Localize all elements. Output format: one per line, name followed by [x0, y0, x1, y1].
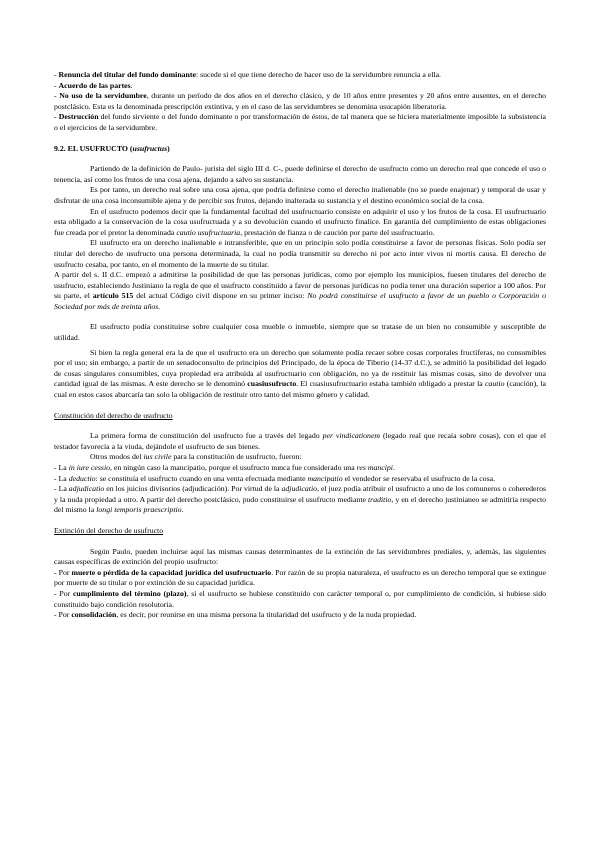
- paragraph: El usufructo era un derecho inalienable e intransferible, que en un principio solo podía constituirse a favor de personas físicas. Solo podía ser titular del derecho de usufructo una persona determinada, la cual no podía transmitir su derecho ni por acto inter vivos ni mortis causa. El derecho de usufructo cesaba, por tanto, en el momento de la muerte de su titular.: [54, 238, 546, 269]
- list-item: [54, 463, 546, 474]
- text-italic: ius civile: [143, 452, 172, 462]
- text-italic: deductio: [68, 473, 96, 483]
- paragraph: [54, 452, 546, 463]
- text-italic: cautio: [485, 379, 505, 389]
- text-italic: longi temporis praescriptio: [96, 505, 182, 515]
- item-label: Destrucción: [58, 112, 99, 122]
- text: , el juez podía atribuir el usufructo a uno de los comuneros o coherederos y la nuda propiedad a otro. A partir del derecho postclásico, pudo constituirse el usufructo mediante: [54, 484, 547, 504]
- item-text: .: [130, 80, 133, 90]
- text-bold: muerte o pérdida de la capacidad jurídica del usufructuario: [71, 567, 272, 577]
- subsection-heading: Constitución del derecho de usufructo: [54, 410, 173, 420]
- item-label: No uso de la servidumbre: [59, 91, 147, 101]
- text: . Por razón de su propia naturaleza, el usufructo es un derecho temporal que se extingue por muerte de su titular o por extinción de su capacidad jurídica.: [54, 567, 546, 588]
- text: - La: [54, 463, 69, 472]
- subsection-heading: Extinción del derecho de usufructo: [54, 525, 164, 535]
- paragraph: El usufructo podía constituirse sobre cualquier cosa mueble o inmueble, siempre que se tratase de un bien no consumible y susceptible de utilidad.: [54, 322, 546, 343]
- text-bold: cuasiusufructo: [247, 379, 297, 389]
- text: en los juicios divisorios (adjudicación). Por virtud de la: [104, 484, 282, 494]
- text: , prestación de fianza o de caución por parte del usufructuario.: [240, 227, 435, 237]
- text: - Por: [54, 567, 72, 577]
- text: - Por: [54, 588, 73, 598]
- document-page: [54, 70, 546, 621]
- text: Otros modos del: [90, 452, 144, 462]
- extinction-item-renuncia: - Renuncia del titular del fundo dominante: sucede si el que tiene derecho de hacer uso de la servidumbre renuncia a ella.: [54, 70, 442, 79]
- text: .: [181, 505, 184, 515]
- list-item: [54, 568, 546, 589]
- list-item: [54, 589, 546, 610]
- text: .: [392, 463, 395, 472]
- text: - La: [54, 473, 69, 483]
- list-item: [54, 610, 546, 621]
- text: , si el usufructo se hubiese constituido con carácter temporal o, por cumplimiento de condición, si hubiese sido constituido bajo condición resolutoria.: [54, 588, 547, 609]
- extinction-item-acuerdo: - Acuerdo de las partes.: [54, 80, 133, 90]
- text-bold: artículo 515: [92, 291, 134, 301]
- text: - La: [54, 484, 69, 494]
- text: Si bien la regla general era la de que el usufructo era un derecho que solamente podía recaer sobre cosas corporales fructíferas, no consumibles por el uso; sin embargo, a partir de un senadoconsulto de principios del Principado, de la época de Tiberio (14-37 d.C.), se admitió la posibilidad del legado de cosas singulares consumibles, cuya propiedad era atribuida al usufructuario con obligación, no ya de restituir las mismas cosas, sino de devolver una cantidad igual de las mismas. A este derecho se le denominó: [54, 347, 546, 389]
- text: (caución), la cual en estos casos abarcaría tan solo la obligación de restituir otro tanto del mismo género y calidad.: [54, 379, 546, 400]
- paragraph: [54, 207, 546, 239]
- item-label: Acuerdo de las partes: [58, 80, 131, 90]
- paragraph: Es por tanto, un derecho real sobre una cosa ajena, que podría definirse como el derecho inalienable (no se puede enajenar) y temporal de usar y disfrutar de una cosa inconsumible ajena y de percibir sus frutos, dejando inalterada su sustancia y el destino económico social de la cosa.: [54, 185, 546, 205]
- text: La primera forma de constitución del usufructo fue a través del legado: [90, 431, 323, 441]
- text-bold: cumplimiento del término (plazo): [72, 588, 187, 598]
- text-italic: traditio: [368, 494, 392, 504]
- text-italic: adjudicatio: [68, 484, 105, 494]
- text: . El cuasiusufructuario estaba también obligado a prestar la: [296, 379, 485, 389]
- paragraph: Según Paulo, pueden incluirse aquí las mismas causas determinantes de la extinción de las servidumbres prediales, y, además, las siguientes causas específicas de extinción del propio usufructo:: [54, 546, 546, 567]
- text: (legado real que recaía sobre cosas), con el que el testador favorecía a la viuda, dejándole el usufructo de sus bienes.: [54, 431, 547, 451]
- text-italic: adjudicatio: [281, 484, 318, 494]
- title-italic: usufructus: [132, 143, 168, 153]
- item-text: , durante un período de dos años en el derecho clásico, y de 10 años entre presentes y 20 años entre ausentes, en el derecho postclásico. Esta es la denominada prescripción extintiva, y en el caso de las servidumbres se denomina usucapión liberatoria.: [54, 91, 547, 111]
- text: En el usufructo podemos decir que la fundamental facultad del usufructuario consiste en adquirir el uso y los frutos de la cosa. El usufructuario esta obligado a la conservación de la cosa usufructuada y a su devolución cuando el usufructo finalice. En garantía del cumplimiento de estas obligaciones fue creada por el pretor la denominada: [54, 206, 546, 237]
- text-italic: No podrá constituirse el usufructo a favor de un pueblo o Corporación o Sociedad por más de treinta años.: [54, 291, 546, 311]
- extinction-item-no-uso: - No uso de la servidumbre, durante un período de dos años en el derecho clásico, y de 10 años entre presentes y 20 años entre ausentes, en el derecho postclásico. Esta es la denominada prescripción extintiva, y en el caso de las servidumbres se denomina usucapión liberatoria.: [54, 91, 547, 111]
- text: , y en el derecho justinianeo se admitiría respecto del mismo la: [54, 494, 547, 515]
- item-label: Renuncia del titular del fundo dominante: [58, 70, 196, 79]
- text-bold: consolidación: [71, 610, 117, 620]
- text: , es decir, por reunirse en una misma persona la titularidad del usufructo y de la nuda propiedad.: [116, 610, 417, 620]
- item-text: : sucede si el que tiene derecho de hacer uso de la servidumbre renuncia a ella.: [195, 70, 442, 79]
- list-item: [54, 484, 546, 516]
- list-item: [54, 474, 546, 485]
- title-text: 9.2. EL USUFRUCTO (: [54, 143, 133, 153]
- paragraph: Partiendo de la definición de Paulo- jurista del siglo III d. C-, puede definirse el derecho de usufructo como un derecho real que concede el uso o tenencia, así como los frutos de una cosa ajena, dejando a salvo su sustancia.: [54, 164, 546, 184]
- extinction-item-destruccion: - Destrucción del fundo sirviente o del fundo dominante o por transformación de éstos, de tal manera que se hiciera materialmente imposible la subsistencia o el ejercicios de la servidumbre.: [54, 112, 546, 132]
- text-italic: res mancipi: [356, 463, 393, 472]
- text: para la constitución de usufructo, fueron:: [171, 452, 302, 462]
- text-italic: per vindicationem: [322, 431, 381, 441]
- text-italic: cautio usufructuaria: [176, 227, 241, 237]
- title-suffix: ): [167, 143, 170, 153]
- text: A partir del s. II d.C. empezó a admitirse la posibilidad de que las personas jurídicas, como por ejemplo los municipios, fuesen titulares del derecho de usufructo, estableciendo Justiniano la regla de que el usufructo constituido a favor de personas jurídicas no podía tener una duración superior a 100 años. Por su parte, el: [54, 270, 546, 301]
- text: , en ningún caso la mancipatio, porque el usufructo nunca fue considerado una: [110, 463, 357, 472]
- text-italic: mancipatio: [307, 473, 343, 483]
- item-text: del fundo sirviente o del fundo dominante o por transformación de éstos, de tal manera que se hiciera materialmente imposible la subsistencia o el ejercicios de la servidumbre.: [54, 112, 546, 132]
- text: del actual Código civil dispone en su primer inciso:: [133, 291, 308, 301]
- text: el vendedor se reservaba el usufructo de la cosa.: [342, 473, 496, 483]
- paragraph: [54, 270, 546, 312]
- text: - Por: [54, 610, 72, 620]
- text-italic: in iure cessio: [68, 463, 111, 472]
- paragraph: [54, 348, 546, 401]
- section-title: [54, 144, 546, 155]
- text: : se constituía el usufructo cuando en una venta efectuada mediante: [95, 473, 308, 483]
- paragraph: [54, 431, 546, 452]
